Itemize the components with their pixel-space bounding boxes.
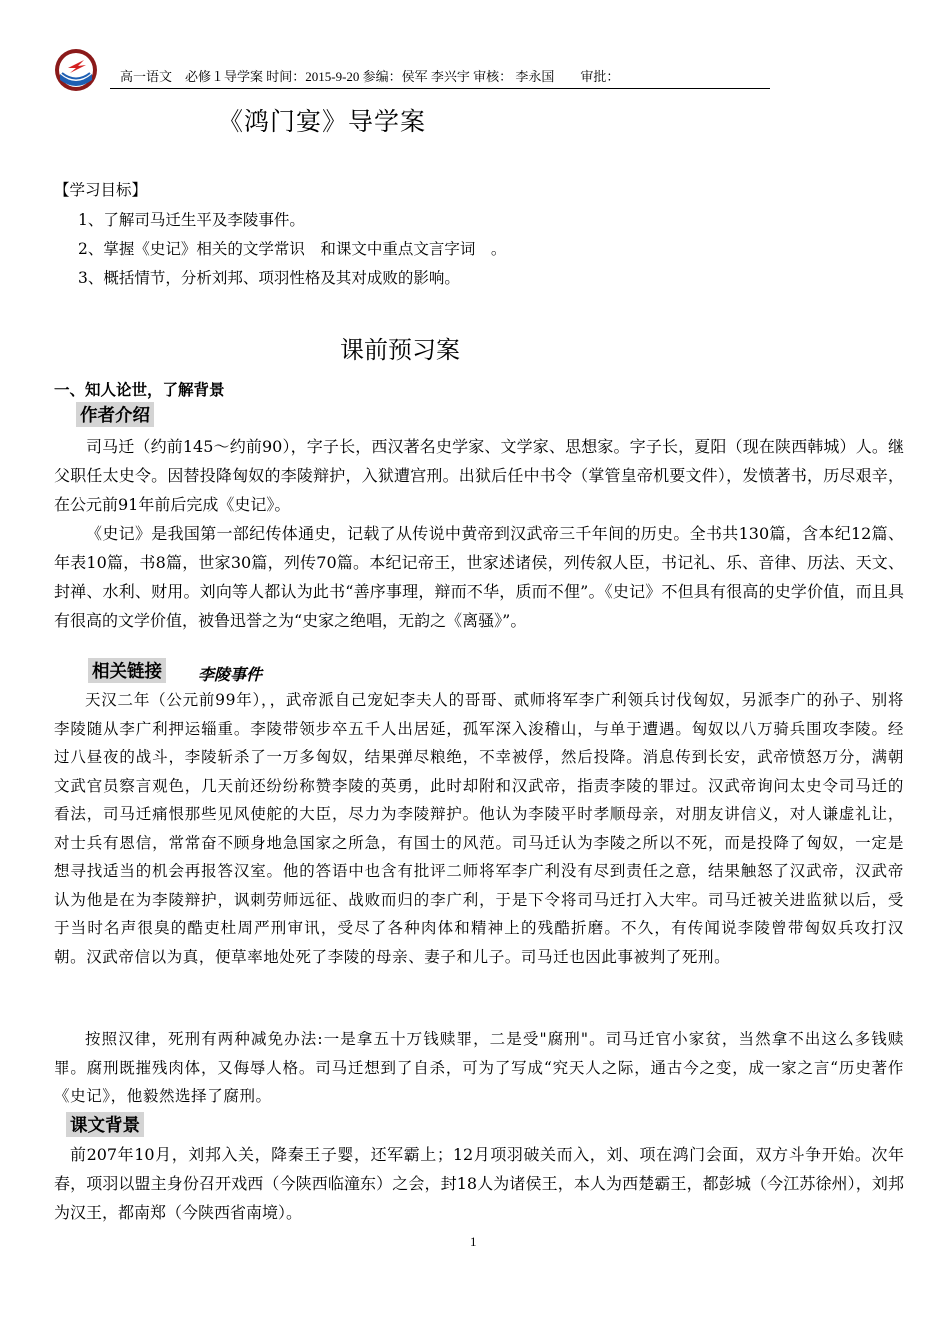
page-header (54, 48, 774, 92)
school-logo-icon (54, 48, 98, 92)
li-ling-paragraph-1: 天汉二年（公元前99年），，武帝派自己宠妃李夫人的哥哥、贰师将军李广利领兵讨伐匈奴，另派李广的孙子、别将李陵随从李广利押运辎重。李陵带领步卒五千人出居延，孤军深入浚稽山，与单于遭遇。匈奴以八万骑兵围攻李陵。经过八昼夜的战斗，李陵斩杀了一万多匈奴，结果弹尽粮绝，不幸被俘，然后投降。消息传到长安，武帝愤怒万分，满朝文武官员察言观色，几天前还纷纷称赞李陵的英勇，此时却附和汉武帝，指责李陵的罪过。汉武帝询问太史令司马迁的看法，司马迁痛恨那些见风使舵的大臣，尽力为李陵辩护。他认为李陵平时孝顺母亲，对朋友讲信义，对人谦虚礼让，对士兵有恩信，常常奋不顾身地急国家之所急，有国士的风范。司马迁认为李陵之所以不死，而是投降了匈奴，一定是想寻找适当的机会再报答汉室。他的答语中也含有批评二师将军李广利没有尽到责任之意，结果触怒了汉武帝，汉武帝认为他是在为李陵辩护，讽刺劳师远征、战败而归的李广利，于是下令将司马迁打入大牢。司马迁被关进监狱以后，受于当时名声很臭的酷吏杜周严刑审讯，受尽了各种肉体和精神上的残酷折磨。不久，有传闻说李陵曾带匈奴兵攻打汉朝。汉武帝信以为真，便草率地处死了李陵的母亲、妻子和儿子。司马迁也因此事被判了死刑。 (54, 691, 904, 966)
background-paragraph: 前207年10月，刘邦入关，降秦王子婴，还军霸上；12月项羽破关而入，刘、项在鸿门会面，双方斗争开始。次年春，项羽以盟主身份召开戏西（今陕西临潼东）之会，封18人为诸侯王，本人为西楚霸王，都彭城（今江苏徐州），刘邦为汉王，都南郑（今陕西省南境）。 (54, 1145, 904, 1222)
document-title: 《鸿门宴》导学案 (218, 107, 427, 136)
background-tag: 课文背景 (66, 1112, 144, 1137)
objective-item-1: 1、了解司马迁生平及李陵事件。 (78, 211, 305, 229)
header-divider (110, 88, 770, 89)
section-title: 课前预习案 (340, 336, 460, 364)
author-intro-tag: 作者介绍 (76, 402, 154, 427)
related-link-tag: 相关链接 (88, 658, 166, 683)
objective-item-2: 2、掌握《史记》相关的文学常识 和课文中重点文言字词 。 (78, 240, 507, 258)
author-paragraph-2: 《史记》是我国第一部纪传体通史，记载了从传说中黄帝到汉武帝三千年间的历史。全书共130篇，含本纪12篇、年表10篇，书8篇，世家30篇，列传70篇。本纪记帝王，世家述诸侯，列传叙人臣，书记礼、乐、音律、历法、天文、封禅、水利、财用。刘向等人都认为此书“善序事理，辩而不华，质而不俚”。《史记》不但具有很高的史学价值，而且具有很高的文学价值，被鲁迅誉之为“史家之绝唱，无韵之《离骚》”。 (54, 524, 904, 630)
objective-item-3: 3、概括情节，分析刘邦、项羽性格及其对成败的影响。 (78, 269, 460, 287)
objectives-heading: 【学习目标】 (54, 181, 148, 199)
author-paragraph-1: 司马迁（约前145～约前90），字子长，西汉著名史学家、文学家、思想家。字子长，夏阳（现在陕西韩城）人。继父职任太史令。因替投降匈奴的李陵辩护，入狱遭宫刑。出狱后任中书令（掌管皇帝机要文件），发愤著书，历尽艰辛，在公元前91年前后完成《史记》。 (54, 437, 904, 514)
related-link-subtitle: 李陵事件 (198, 665, 263, 684)
page-number: 1 (470, 1234, 477, 1249)
li-ling-paragraph-2: 按照汉律，死刑有两种减免办法:一是拿五十万钱赎罪，二是受"腐刑"。司马迁官小家贫，当然拿不出这么多钱赎罪。腐刑既摧残肉体，又侮辱人格。司马迁想到了自杀，可为了写成“究天人之际，通古今之变，成一家之言“历史著作《史记》，他毅然选择了腐刑。 (54, 1030, 904, 1105)
header-text: 高一语文 必修１导学案 时间：2015-9-20 参编：侯军 李兴宇 审核： 李永国 审批： (120, 69, 620, 84)
part1-heading: 一、知人论世，了解背景 (54, 381, 225, 399)
